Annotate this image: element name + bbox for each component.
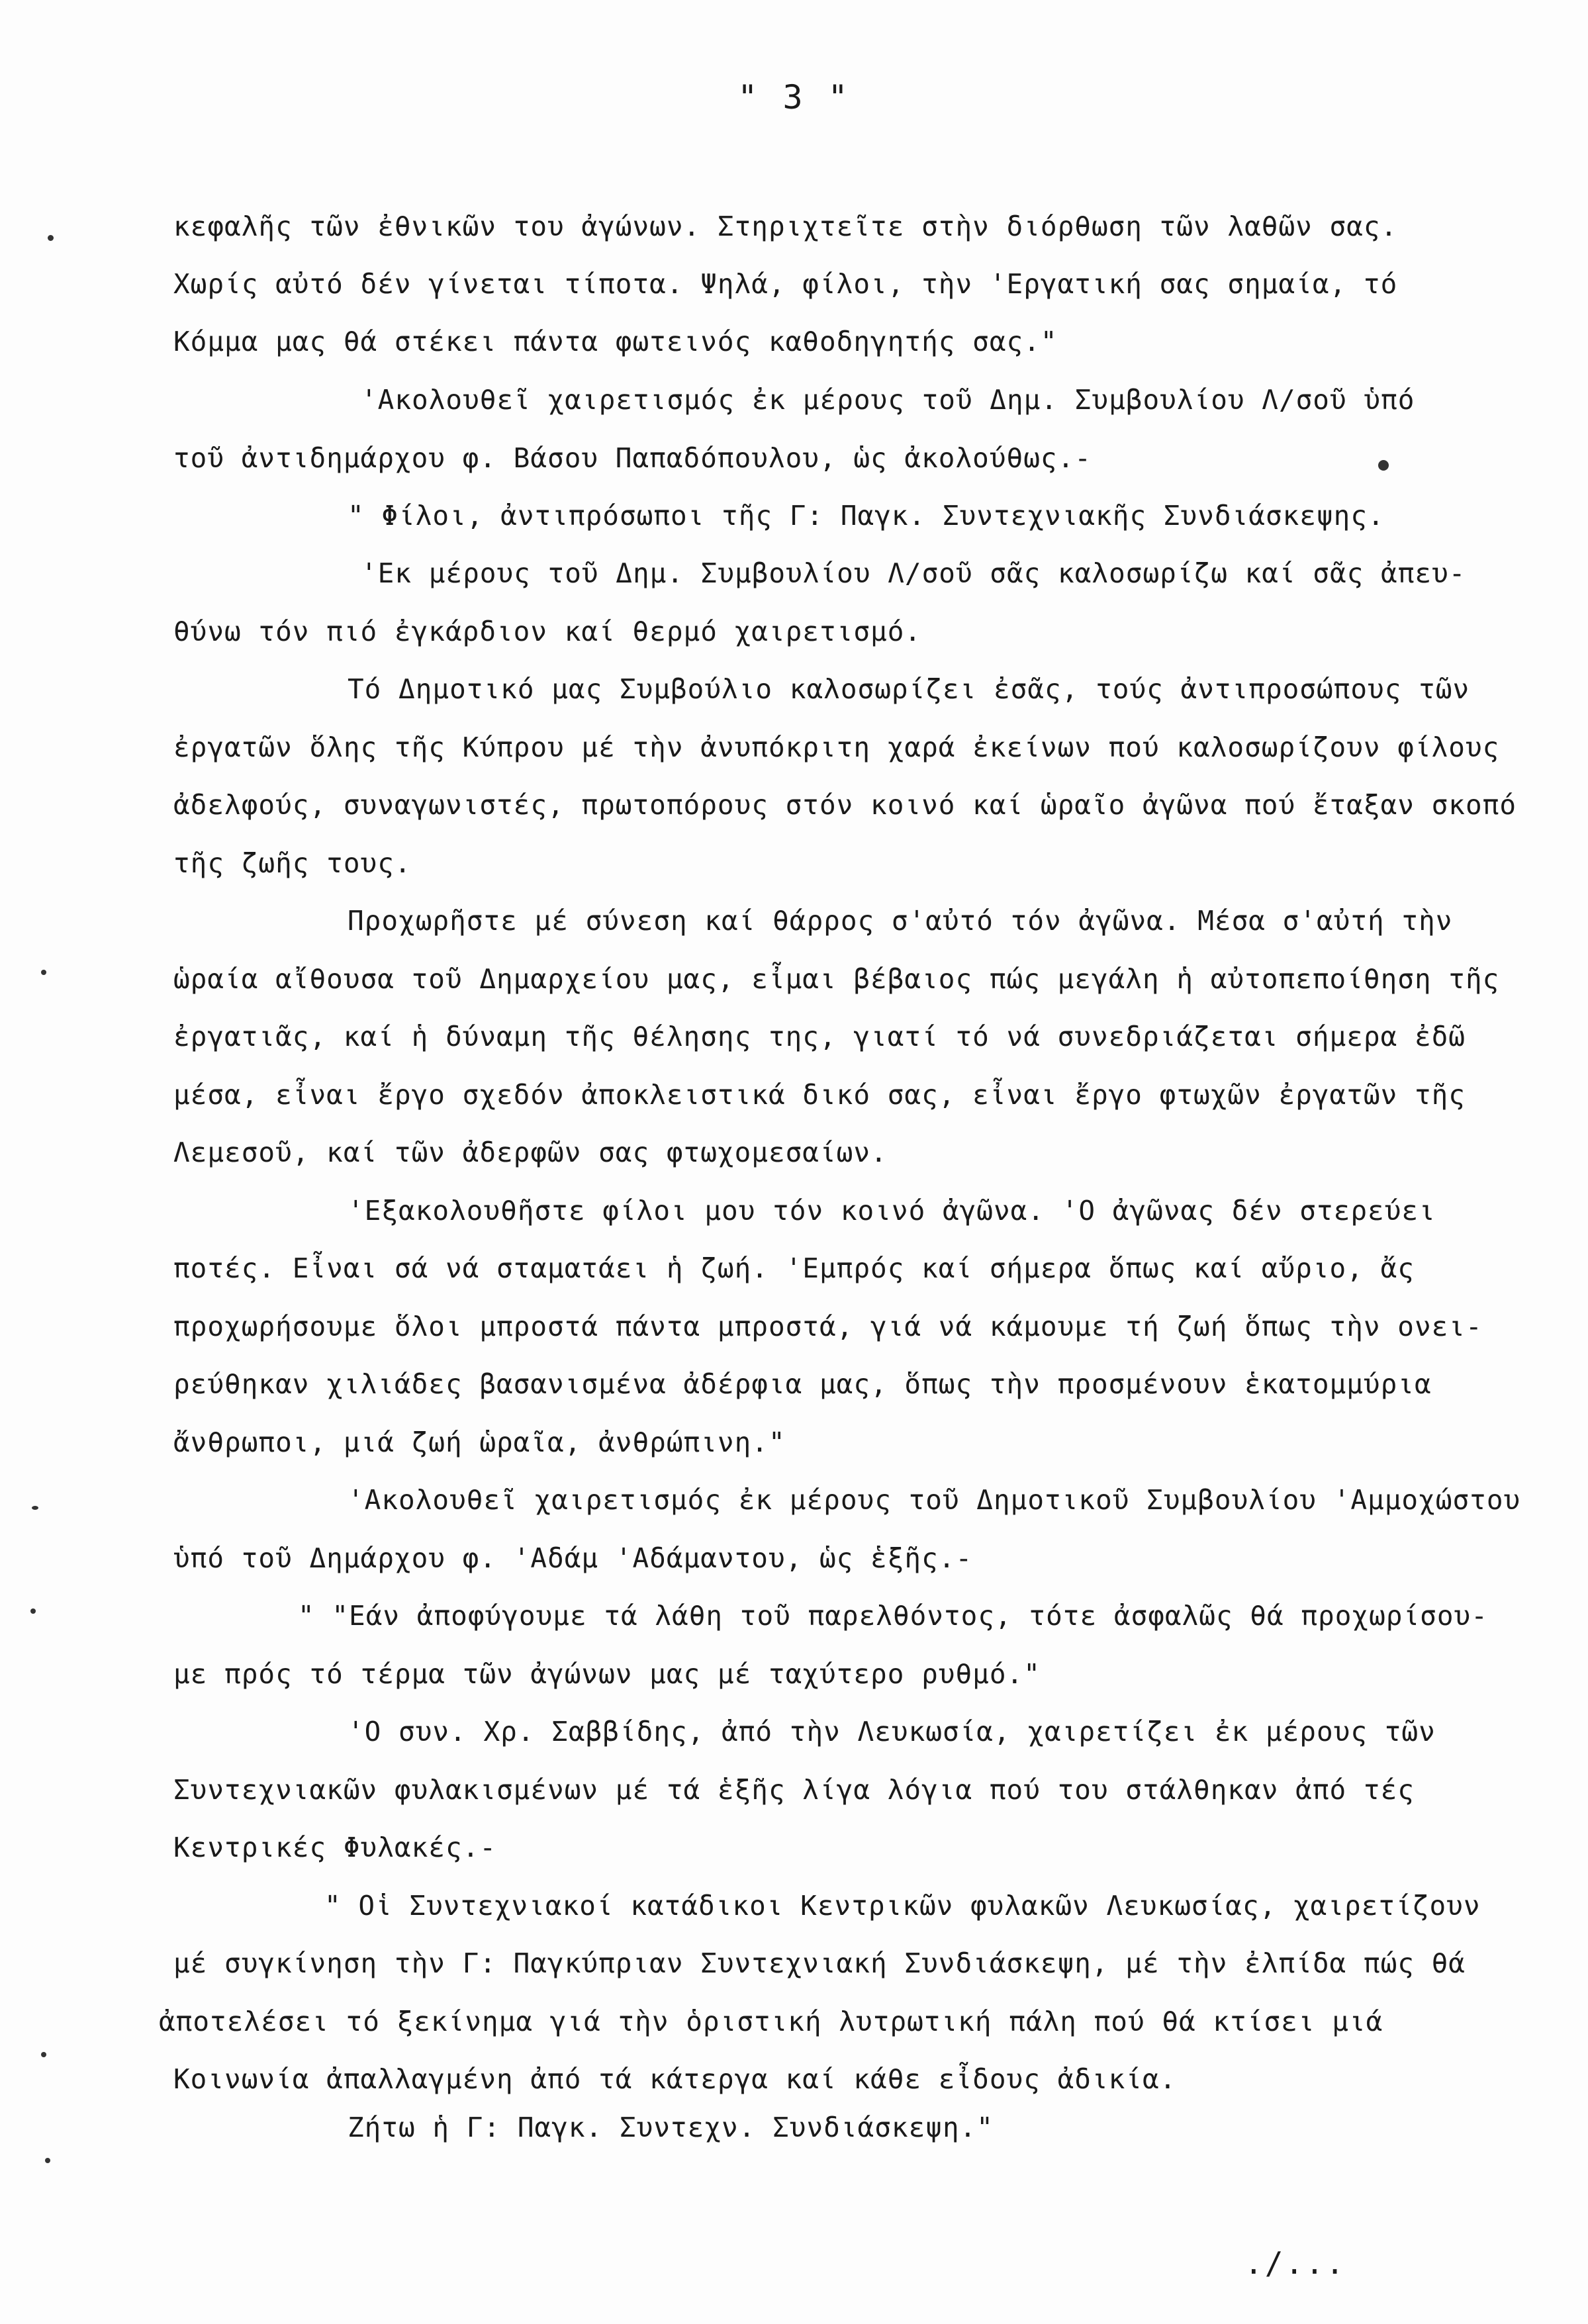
scan-speck: [48, 235, 54, 241]
text-line: ρεύθηκαν χιλιάδες βασανισμένα ἀδέρφια μας, ὅπως τὴν προσμένουν ἑκατομμύρια: [173, 1368, 1432, 1400]
text-line: προχωρήσουμε ὅλοι μπροστά πάντα μπροστά, γιά νά κάμουμε τή ζωή ὅπως τὴν ονει-: [173, 1311, 1483, 1342]
text-line: 'Ακολουθεῖ χαιρετισμός ἐκ μέρους τοῦ Δημ. Συμβουλίου Λ/σοῦ ὑπό: [361, 384, 1415, 416]
text-line: θύνω τόν πιό ἐγκάρδιον καί θερμό χαιρετισμό.: [173, 616, 922, 647]
text-line: 'Ο συν. Χρ. Σαββίδης, ἀπό τὴν Λευκωσία, χαιρετίζει ἐκ μέρους τῶν: [348, 1716, 1436, 1747]
text-line: μέ συγκίνηση τὴν Γ: Παγκύπριαν Συντεχνιακή Συνδιάσκεψη, μέ τὴν ἐλπίδα πώς θά: [173, 1947, 1466, 1979]
scan-speck: [30, 1608, 36, 1614]
text-line: 'Ακολουθεῖ χαιρετισμός ἐκ μέρους τοῦ Δημοτικοῦ Συμβουλίου 'Αμμοχώστου: [348, 1484, 1521, 1516]
text-line: τῆς ζωῆς τους.: [173, 847, 412, 879]
scan-speck: [41, 2052, 46, 2057]
text-line: 'Εκ μέρους τοῦ Δημ. Συμβουλίου Λ/σοῦ σᾶς καλοσωρίζω καί σᾶς ἀπευ-: [361, 557, 1466, 589]
text-line: ἐργατῶν ὅλης τῆς Κύπρου μέ τὴν ἀνυπόκριτη χαρά ἐκείνων πού καλοσωρίζουν φίλους: [173, 731, 1500, 763]
page-number: " 3 ": [737, 78, 851, 116]
text-line: τοῦ ἀντιδημάρχου φ. Βάσου Παπαδόπουλου, ὡς ἀκολούθως.-: [173, 442, 1092, 474]
text-line: " Οἱ Συντεχνιακοί κατάδικοι Κεντρικῶν φυλακῶν Λευκωσίας, χαιρετίζουν: [324, 1890, 1481, 1922]
text-line: Τό Δημοτικό μας Συμβούλιο καλοσωρίζει ἐσᾶς, τούς ἀντιπροσώπους τῶν: [348, 673, 1470, 705]
text-line: 'Εξακολουθῆστε φίλοι μου τόν κοινό ἀγῶνα. 'Ο ἀγῶνας δέν στερεύει: [348, 1195, 1436, 1227]
text-line: Λεμεσοῦ, καί τῶν ἀδερφῶν σας φτωχομεσαίων.: [173, 1137, 888, 1168]
scan-speck: [45, 2158, 50, 2163]
text-line: " Φίλοι, ἀντιπρόσωποι τῆς Γ: Παγκ. Συντεχνιακῆς Συνδιάσκεψης.: [348, 500, 1385, 532]
scan-speck: [41, 970, 46, 975]
text-line: ἄνθρωποι, μιά ζωή ὡραῖα, ἀνθρώπινη.": [173, 1426, 786, 1458]
text-line: με πρός τό τέρμα τῶν ἀγώνων μας μέ ταχύτερο ρυθμό.": [173, 1658, 1041, 1690]
text-line: Συντεχνιακῶν φυλακισμένων μέ τά ἑξῆς λίγα λόγια πού του στάλθηκαν ἀπό τές: [173, 1774, 1415, 1806]
text-line: Χωρίς αὐτό δέν γίνεται τίποτα. Ψηλά, φίλοι, τὴν 'Εργατική σας σημαία, τό: [173, 268, 1398, 300]
text-line: Ζήτω ἡ Γ: Παγκ. Συντεχν. Συνδιάσκεψη.": [348, 2112, 994, 2143]
text-line: μέσα, εἶναι ἔργο σχεδόν ἀποκλειστικά δικό σας, εἶναι ἔργο φτωχῶν ἐργατῶν τῆς: [173, 1079, 1466, 1111]
text-line: Κόμμα μας θά στέκει πάντα φωτεινός καθοδηγητής σας.": [173, 326, 1058, 357]
ink-blot: [1378, 460, 1389, 471]
text-line: ἀδελφούς, συναγωνιστές, πρωτοπόρους στόν κοινό καί ὡραῖο ἀγῶνα πού ἔταξαν σκοπό: [173, 789, 1517, 821]
text-line: " "Εάν ἀποφύγουμε τά λάθη τοῦ παρελθόντος, τότε ἀσφαλῶς θά προχωρίσου-: [298, 1600, 1488, 1632]
text-line: Προχωρῆστε μέ σύνεση καί θάρρος σ'αὐτό τόν ἀγῶνα. Μέσα σ'αὐτή τὴν: [348, 905, 1453, 937]
text-line: ποτές. Εἶναι σά νά σταματάει ἡ ζωή. 'Εμπρός καί σήμερα ὅπως καί αὔριο, ἄς: [173, 1252, 1415, 1284]
text-line: ἐργατιᾶς, καί ἡ δύναμη τῆς θέλησης της, γιατί τό νά συνεδριάζεται σήμερα ἐδῶ: [173, 1021, 1466, 1052]
text-line: Κοινωνία ἀπαλλαγμένη ἀπό τά κάτεργα καί κάθε εἶδους ἀδικία.: [173, 2063, 1177, 2095]
text-line: ὑπό τοῦ Δημάρχου φ. 'Αδάμ 'Αδάμαντου, ὡς ἑξῆς.-: [173, 1542, 973, 1574]
scan-speck: [32, 1506, 38, 1510]
text-line: ἀποτελέσει τό ξεκίνημα γιά τὴν ὁριστική λυτρωτική πάλη πού θά κτίσει μιά: [159, 2006, 1383, 2037]
text-line: ὡραία αἴθουσα τοῦ Δημαρχείου μας, εἶμαι βέβαιος πώς μεγάλη ἡ αὐτοπεποίθηση τῆς: [173, 963, 1500, 995]
continued-marker: ./...: [1244, 2245, 1346, 2281]
text-line: Κεντρικές Φυλακές.-: [173, 1832, 496, 1863]
text-line: κεφαλῆς τῶν ἐθνικῶν του ἀγώνων. Στηριχτεῖτε στὴν διόρθωση τῶν λαθῶν σας.: [173, 210, 1398, 242]
